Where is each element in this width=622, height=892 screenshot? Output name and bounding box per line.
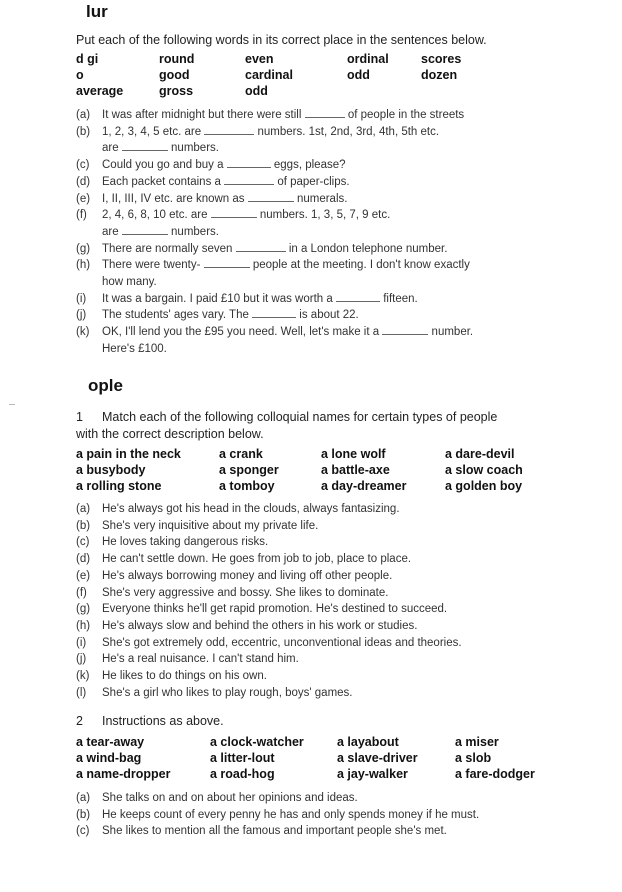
word: round	[159, 52, 195, 66]
list-item: (f) She's very aggressive and bossy. She likes to dominate.	[76, 586, 389, 599]
word: a miser	[455, 735, 499, 749]
word: a name-dropper	[76, 767, 171, 781]
list-item: (h) There were twenty- people at the meeting. I don't know exactly	[76, 259, 470, 272]
word: a sponger	[219, 463, 279, 477]
list-item: (i) She's got extremely odd, eccentric, unconventional ideas and theories.	[76, 636, 462, 649]
list-item: (k) OK, I'll lend you the £95 you need. Well, let's make it a number.	[76, 326, 474, 339]
list-item: (a) It was after midnight but there were still of people in the streets	[76, 109, 465, 121]
list-item: (f) 2, 4, 6, 8, 10 etc. are numbers. 1, 3, 5, 7, 9 etc.	[76, 209, 391, 222]
word: gross	[159, 84, 194, 98]
word-box-numbers	[76, 51, 481, 99]
word: average	[76, 84, 124, 98]
word: a fare-dodger	[455, 767, 535, 781]
section-title-numbers: lur	[86, 2, 108, 21]
list-item: (a) He's always got his head in the clouds, always fantasizing.	[76, 503, 400, 515]
list-item: (h) He's always slow and behind the others in his work or studies.	[76, 619, 418, 632]
exercise2-instruction: 2 Instructions as above.	[76, 714, 224, 728]
word: a pain in the neck	[76, 447, 181, 461]
word: dozen	[421, 68, 458, 82]
list-item: (g) Everyone thinks he'll get rapid promotion. He's destined to succeed.	[76, 603, 448, 616]
list-item: (i) It was a bargain. I paid £10 but it was worth a fifteen.	[76, 292, 418, 305]
exercise1-instruction: 1 Match each of the following colloquial names for certain types of people with the correct description below.	[76, 410, 498, 441]
word: a rolling stone	[76, 479, 162, 493]
list-item: (l) She's a girl who likes to play rough, boys' games.	[76, 686, 353, 699]
list-item: (c) Could you go and buy a eggs, please?	[76, 159, 346, 172]
description-list-2	[76, 790, 616, 840]
word: a layabout	[337, 735, 399, 749]
word: a tear-away	[76, 735, 145, 749]
list-item: (b) She's very inquisitive about my private life.	[76, 519, 319, 532]
list-item: (k) He likes to do things on his own.	[76, 670, 267, 683]
word: a tomboy	[219, 479, 275, 493]
word: a clock-watcher	[210, 735, 304, 749]
word: a lone wolf	[321, 447, 386, 461]
list-item: (c) He loves taking dangerous risks.	[76, 536, 269, 549]
list-item: (d) He can't settle down. He goes from job to job, place to place.	[76, 553, 412, 566]
word: a golden boy	[445, 479, 523, 493]
word: d gi	[76, 52, 99, 66]
list-item: (j) He's a real nuisance. I can't stand him.	[76, 653, 299, 666]
word: o	[76, 68, 84, 82]
list-item: (e) He's always borrowing money and living off other people.	[76, 569, 393, 582]
list-item: (e) I, II, III, IV etc. are known as numerals.	[76, 192, 348, 205]
word: a dare-devil	[445, 447, 515, 461]
word: a slob	[455, 751, 492, 765]
list-item: (g) There are normally seven in a London telephone number.	[76, 242, 448, 255]
list-item: (c) She likes to mention all the famous and important people she's met.	[76, 825, 447, 838]
word: a slow coach	[445, 463, 523, 477]
word: scores	[421, 52, 462, 66]
list-item: (j) The students' ages vary. The is about 22.	[76, 309, 359, 322]
list-item: (b) He keeps count of every penny he has and only spends money if he must.	[76, 808, 480, 821]
word: odd	[245, 84, 268, 98]
sentence-list-numbers: (a) It was after midnight but there were still of people in the streets (b) 1, 2, 3, 4, 5 etc. are numbers. 1st, 2nd, 3rd, 4th, 5th etc. are numbers. (c) Could you go and buy a eggs, please? (d) Each packet contains a of paper-clips. (e) I, II, III, IV etc. are known as numerals. (f) 2, 4, 6, 8, 10 etc. are numbers. 1, 3, 5, 7, 9 etc. are numbers. (g) There are normally seven in a London telephone number. (h) There were twenty- people at the meeting. I don't know exactly how many. (i) It was a bargain. I paid £10 but it was worth a fifteen. (j) The students' ages vary. The is about 22. (k) OK, I'll lend you the £95 you need. Well, let's make it a number. Here's £100.	[76, 107, 616, 358]
list-item: (d) Each packet contains a of paper-clips.	[76, 175, 350, 188]
word: ordinal	[347, 52, 389, 66]
word-box-people-1	[76, 446, 545, 494]
word: a road-hog	[210, 767, 275, 781]
scan-mark	[9, 404, 15, 405]
word: even	[245, 52, 274, 66]
list-item: (b) 1, 2, 3, 4, 5 etc. are numbers. 1st, 2nd, 3rd, 4th, 5th etc.	[76, 125, 440, 138]
word: odd	[347, 68, 370, 82]
description-list-1	[76, 501, 616, 701]
word: a crank	[219, 447, 263, 461]
word-box-people-2	[76, 734, 555, 782]
word: a day-dreamer	[321, 479, 407, 493]
word: a jay-walker	[337, 767, 408, 781]
section1-instruction: Put each of the following words in its correct place in the sentences below.	[76, 33, 487, 47]
word: a slave-driver	[337, 751, 418, 765]
word: a battle-axe	[321, 463, 390, 477]
list-item: (a) She talks on and on about her opinions and ideas.	[76, 792, 358, 804]
section-title-people: ople	[88, 376, 123, 395]
word: a busybody	[76, 463, 146, 477]
word: cardinal	[245, 68, 293, 82]
word: a wind-bag	[76, 751, 142, 765]
word: good	[159, 68, 190, 82]
word: a litter-lout	[210, 751, 275, 765]
